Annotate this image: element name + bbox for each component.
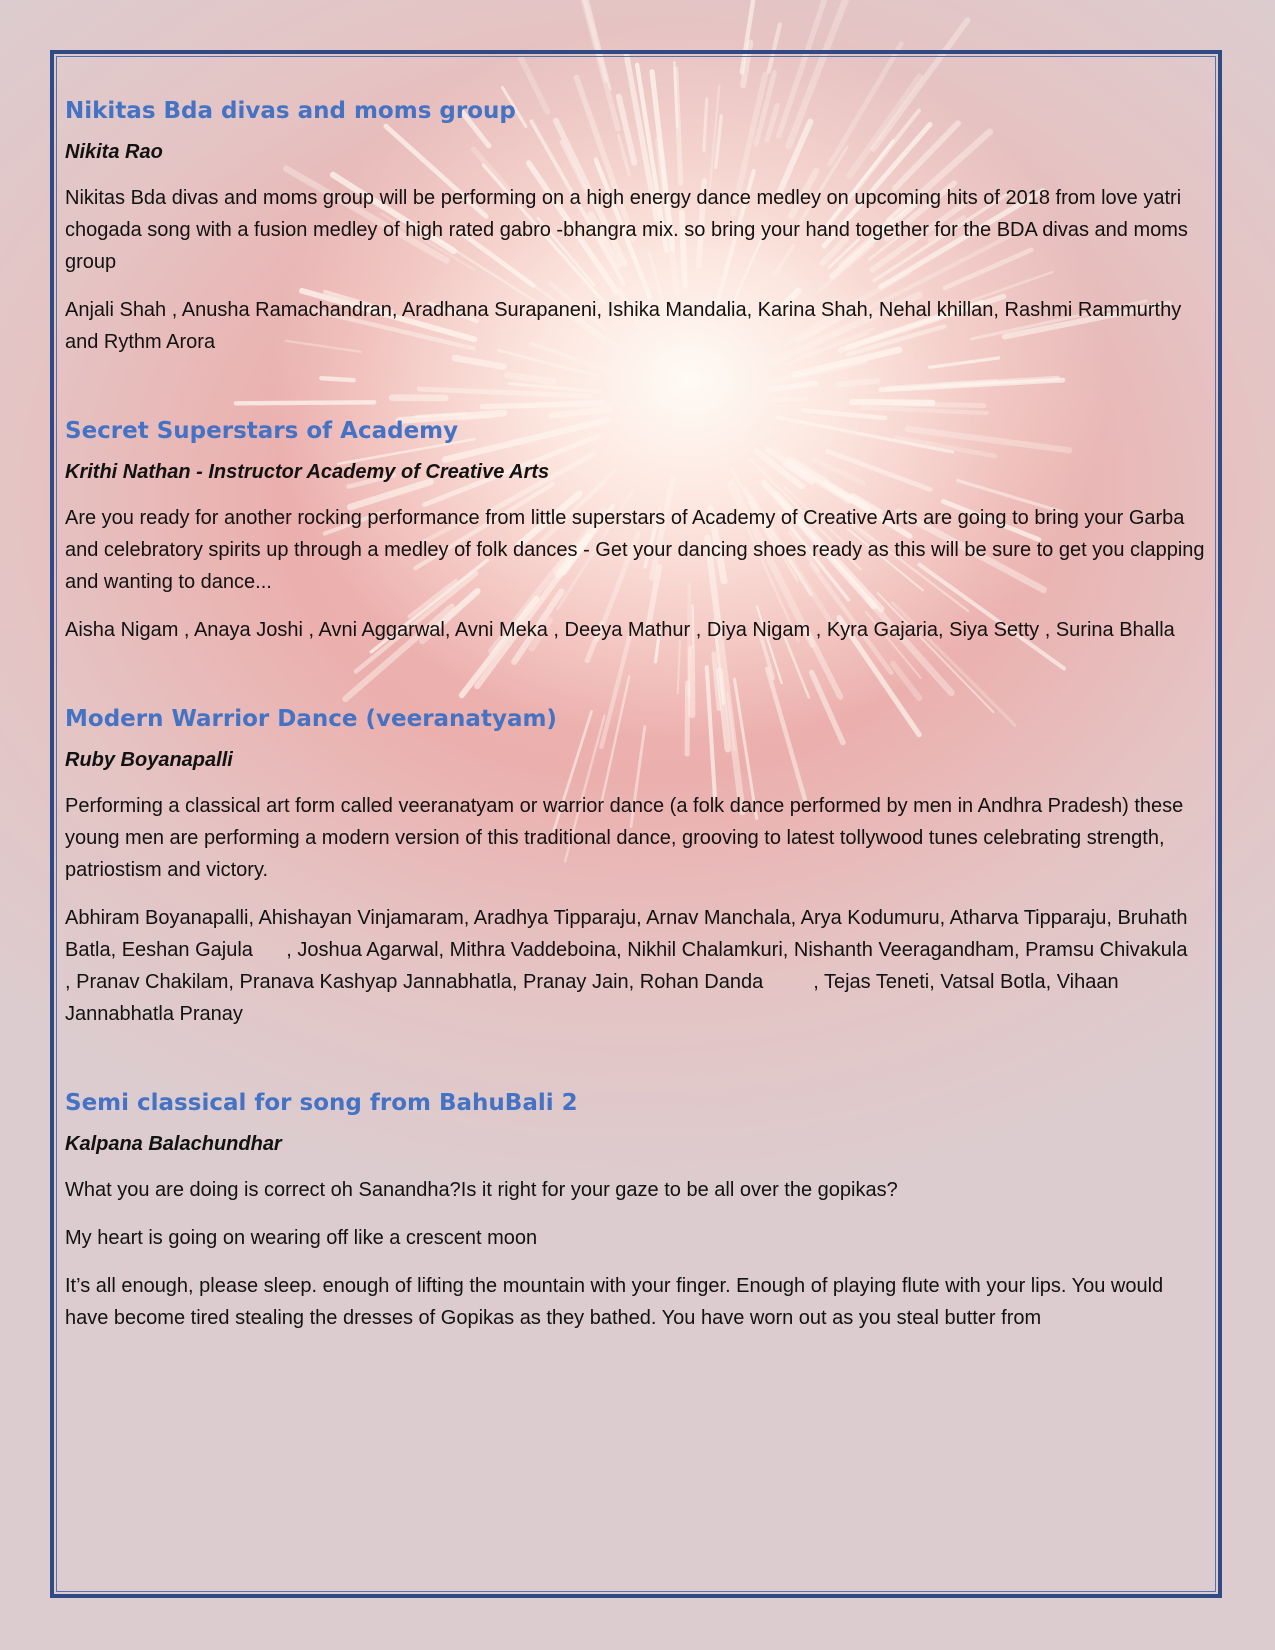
lyrics-line: It’s all enough, please sleep. enough of lifting the mountain with your finger. Enough of playing flute with your lips. You would have become tired stealing the dresses of Gopikas as they bathed. You have worn out as you steal butter from	[65, 1275, 1164, 1329]
section-leader: Kalpana Balachundhar	[65, 1133, 282, 1155]
section-title: Nikitas Bda divas and moms group	[65, 98, 516, 124]
section-description: Are you ready for another rocking performance from little superstars of Academy of Creative Arts are going to bring your Garba and celebratory spirits up through a medley of folk dances - Get your dancing shoes ready as this will be sure to get you clapping and wanting to dance...	[65, 507, 1205, 593]
section-leader: Ruby Boyanapalli	[65, 749, 233, 771]
section-secret-superstars	[65, 416, 1211, 646]
section-performers: Anjali Shah , Anusha Ramachandran, Aradhana Surapaneni, Ishika Mandalia, Karina Shah, Nehal khillan, Rashmi Rammurthy and Rythm Arora	[65, 299, 1182, 353]
section-performers: Abhiram Boyanapalli, Ahishayan Vinjamaram, Aradhya Tipparaju, Arnav Manchala, Arya Kodumuru, Atharva Tipparaju, Bruhath Batla, Eeshan Gajula , Joshua Agarwal, Mithra Vaddeboina, Nikhil Chalamkuri, Nishanth Veeragandham, Pramsu Chivakula , Pranav Chakilam, Pranava Kashyap Jannabhatla, Pranay Jain, Rohan Danda , Tejas Teneti, Vatsal Botla, Vihaan Jannabhatla Pranay	[65, 907, 1249, 1025]
lyrics-line: My heart is going on wearing off like a crescent moon	[65, 1227, 538, 1249]
section-bahubali	[65, 1088, 1211, 1334]
section-leader: Nikita Rao	[65, 141, 163, 163]
section-description: Nikitas Bda divas and moms group will be performing on a high energy dance medley on upcoming hits of 2018 from love yatri chogada song with a fusion medley of high rated gabro -bhangra mix. so bring your hand together for the BDA divas and moms group	[65, 187, 1188, 273]
section-performers: Aisha Nigam , Anaya Joshi , Avni Aggarwal, Avni Meka , Deeya Mathur , Diya Nigam , Kyra Gajaria, Siya Setty , Surina Bhalla	[65, 619, 1175, 641]
section-title: Secret Superstars of Academy	[65, 418, 459, 444]
section-title: Modern Warrior Dance (veeranatyam)	[65, 706, 557, 732]
section-leader: Krithi Nathan - Instructor Academy of Creative Arts	[65, 461, 550, 483]
lyrics-line: What you are doing is correct oh Sanandha?Is it right for your gaze to be all over the gopikas?	[65, 1179, 898, 1201]
section-bda-divas	[65, 96, 1211, 358]
section-title: Semi classical for song from BahuBali 2	[65, 1090, 578, 1116]
program-content	[65, 96, 1249, 1334]
section-warrior-dance	[65, 704, 1249, 1030]
section-description: Performing a classical art form called veeranatyam or warrior dance (a folk dance performed by men in Andhra Pradesh) these young men are performing a modern version of this traditional dance, grooving to latest tollywood tunes celebrating strength, patriostism and victory.	[65, 795, 1184, 881]
